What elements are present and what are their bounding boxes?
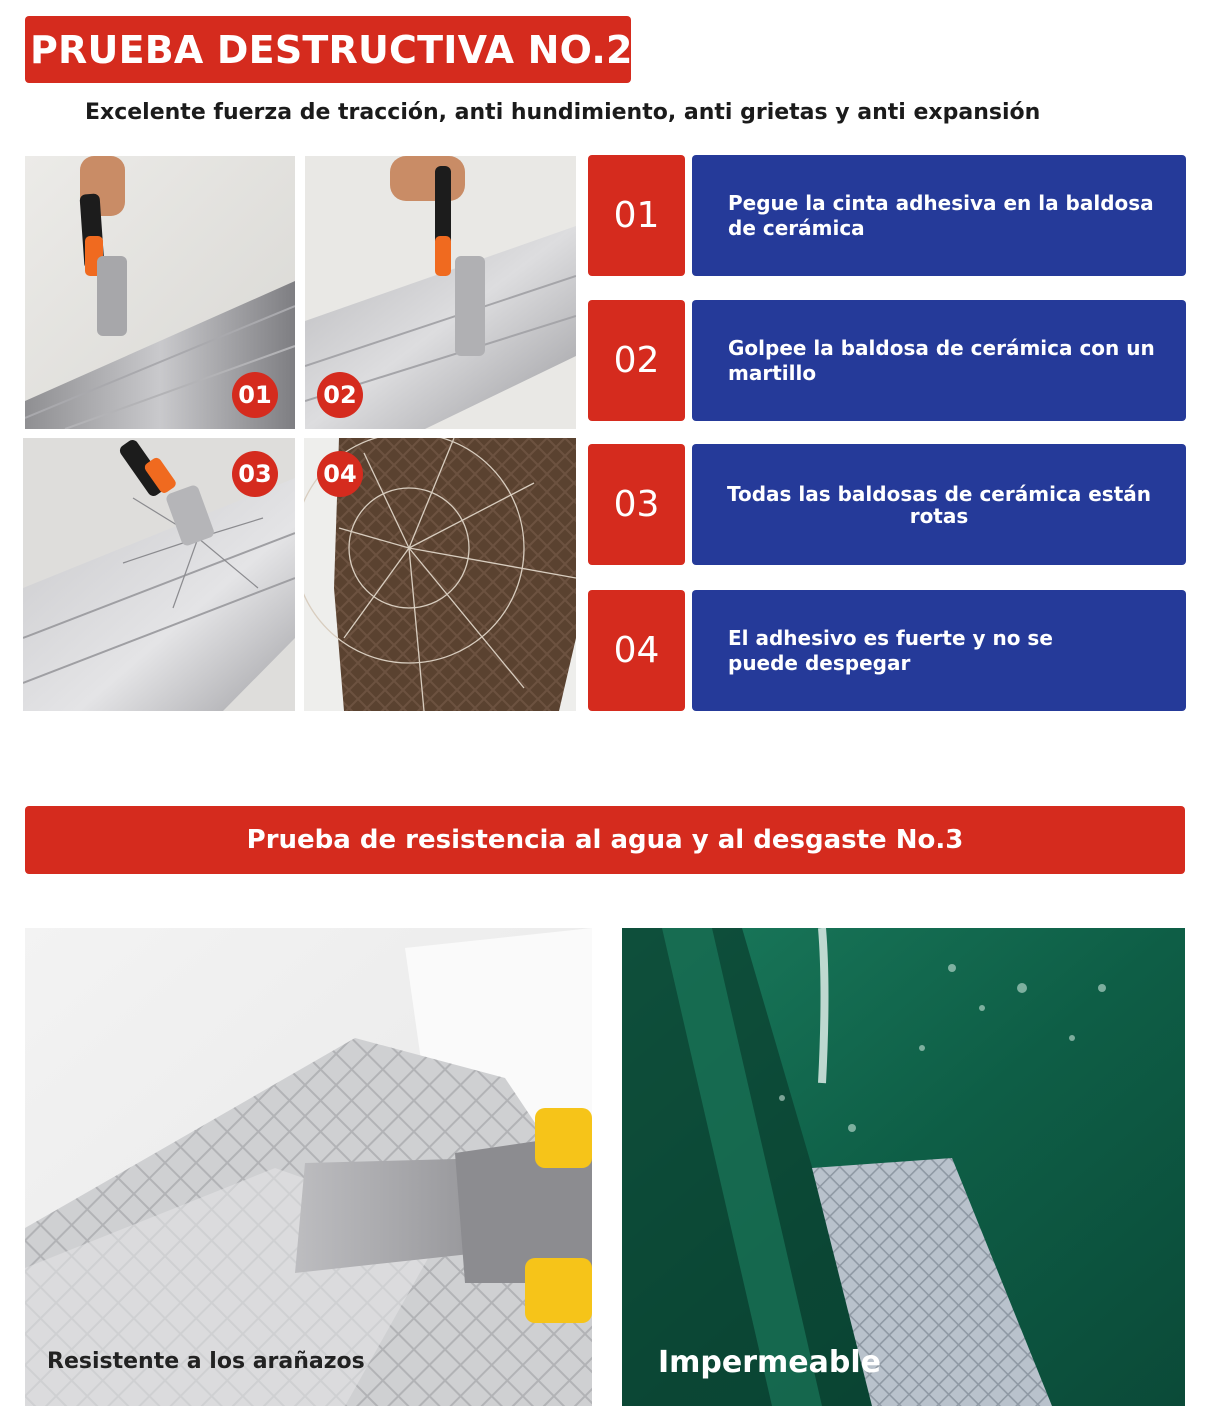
- photo-waterproof: [622, 928, 1185, 1406]
- photo-step-04: [304, 438, 576, 711]
- photo-step-02: [305, 156, 576, 429]
- photo-badge-01: 01: [232, 372, 278, 418]
- step-description-03: [692, 444, 1186, 565]
- step-text-02: Golpee la baldosa de cerámica con un martillo: [728, 335, 1155, 385]
- step-description-02: [692, 300, 1186, 421]
- page-subtitle: Excelente fuerza de tracción, anti hundimiento, anti grietas y anti expansión: [85, 100, 1041, 125]
- photo-step-03: [23, 438, 295, 711]
- title-banner: [25, 16, 631, 83]
- step-text-01: Pegue la cinta adhesiva en la baldosa de cerámica: [728, 190, 1154, 240]
- photo-scratch-resistant: [25, 928, 592, 1406]
- step-number-03: 03: [588, 444, 685, 565]
- photo-badge-02: 02: [317, 372, 363, 418]
- step-number-01: 01: [588, 155, 685, 276]
- photo-badge-03: 03: [232, 451, 278, 497]
- step-text-04: El adhesivo es fuerte y no se puede despegar: [728, 625, 1053, 675]
- page-title: PRUEBA DESTRUCTIVA NO.2: [30, 27, 633, 72]
- section-title: Prueba de resistencia al agua y al desgaste No.3: [246, 825, 964, 855]
- step-text-03: Todas las baldosas de cerámica están rotas: [726, 481, 1151, 528]
- caption-scratch-resistant: Resistente a los arañazos: [47, 1349, 365, 1374]
- caption-waterproof: Impermeable: [658, 1345, 881, 1380]
- section-banner: [25, 806, 1185, 874]
- step-description-01: [692, 155, 1186, 276]
- photo-badge-04: 04: [317, 451, 363, 497]
- step-number-02: 02: [588, 300, 685, 421]
- photo-step-01: [25, 156, 295, 429]
- step-number-04: 04: [588, 590, 685, 711]
- step-description-04: [692, 590, 1186, 711]
